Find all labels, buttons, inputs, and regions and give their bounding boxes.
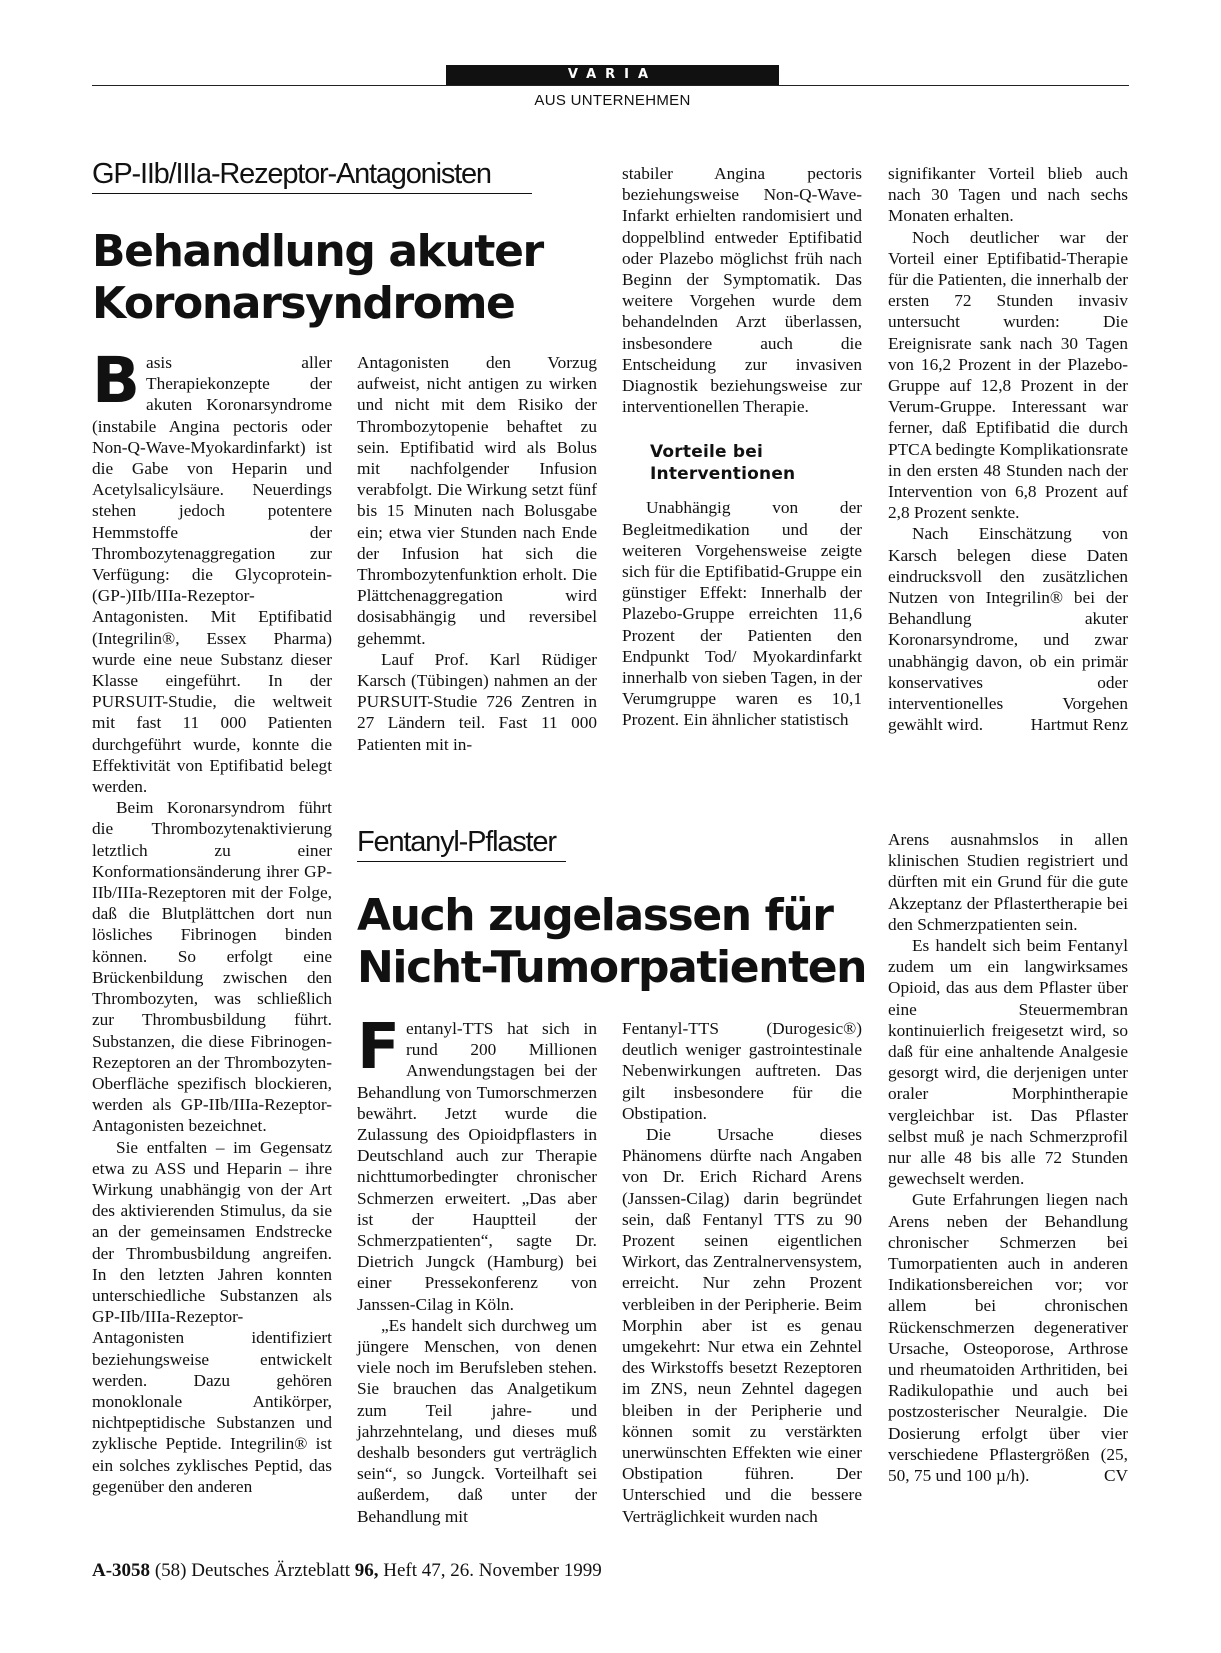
article1-paragraph: Sie entfalten – im Gegensatz etwa zu ASS und Heparin – ihre Wirkung unabhängig von der Art des aktivierenden Stimulus, da sie an der gemeinsamen Endstrecke der Thrombusbildung angreifen. In den letzten Jahren konnten unterschiedliche Substanzen als GP-IIb/IIIa-Rezeptor-Antagonisten identifiziert beziehungsweise entwickelt werden. Dazu gehören monoklonale Antikörper, nichtpeptidische Substanzen und zyklische Peptide. Integrilin® ist ein solches zyklisches Peptid, das gegenüber den anderen bbox=[92, 1137, 332, 1496]
article1-column-2 bbox=[357, 352, 597, 755]
article1-headline bbox=[92, 226, 543, 330]
article1-paragraph bbox=[888, 523, 1128, 735]
section-label: AUS UNTERNEHMEN bbox=[534, 92, 691, 109]
article2-author-signature: CV bbox=[1103, 1466, 1128, 1486]
article2-kicker-rule bbox=[357, 861, 566, 862]
article2-headline-line1: Auch zugelassen für bbox=[357, 890, 833, 941]
article1-headline-line1: Behandlung akuter bbox=[92, 226, 543, 277]
article2-headline bbox=[357, 890, 866, 994]
article2-kicker-block bbox=[357, 825, 566, 862]
article1-author-signature: Hartmut Renz bbox=[1030, 715, 1128, 735]
article2-paragraph: „Es handelt sich durchweg um jüngere Menschen, von denen viele noch im Berufsleben stehen. Sie brauchen das Analgetikum zum Teil jahre- und jahrzehntelang, und dieses muß deshalb besonders gut verträglich sein“, so Jungck. Vorteilhaft sei außerdem, daß unter der Behandlung mit bbox=[357, 1315, 597, 1526]
article2-kicker: Fentanyl-Pflaster bbox=[357, 826, 556, 858]
article2-paragraph: Fentanyl-TTS (Durogesic®) deutlich weniger gastrointestinale Nebenwirkungen auftreten. Das gilt insbesondere für die Obstipation. bbox=[622, 1019, 862, 1123]
article1-kicker-block bbox=[92, 157, 532, 194]
issue-date: Heft 47, 26. November 1999 bbox=[383, 1560, 602, 1581]
article1-paragraph: stabiler Angina pectoris beziehungsweise Non-Q-Wave-Infarkt erhielten randomisiert und doppelblind entweder Eptifibatid oder Plazebo möglichst früh nach Beginn der Symptomatik. Das weitere Vorgehen wurde dem behandelnden Arzt überlassen, insbesondere auch die Entscheidung zur invasiven Diagnostik beziehungsweise zur interventionellen Therapie. bbox=[622, 164, 862, 417]
article1-subhead-line2: Interventionen bbox=[650, 464, 796, 485]
article1-paragraph: Antagonisten den Vorzug aufweist, nicht antigen zu wirken und nicht mit dem Risiko der Thrombozytopenie behaftet zu sein. Eptifibatid wird als Bolus mit nachfolgender Infusion verabfolgt. Die Wirkung setzt fünf bis 15 Minuten nach Bolusgabe ein; etwa vier Stunden nach Ende der Infusion hat sich die Thrombozytenfunktion erholt. Die Plättchenaggregation wird dosisabhängig und reversibel gehemmt. bbox=[357, 353, 597, 648]
article1-paragraph: Noch deutlicher war der Vorteil einer Eptifibatid-Therapie für die Patienten, die innerhalb der ersten 72 Stunden invasiv untersucht wurden: Die Ereignisrate sank nach 30 Tagen von 16,2 Prozent in der Plazebo-Gruppe auf 12,8 Prozent in der Verum-Gruppe. Interessant war ferner, daß Eptifibatid die durch PTCA bedingte Komplikationsrate in den ersten 48 Stunden nach der Intervention von 6,8 Prozent auf 2,8 Prozent senkte. bbox=[888, 227, 1128, 523]
article2-text: entanyl-TTS hat sich in rund 200 Millionen Anwendungstagen bei der Behandlung von Tumorschmerzen bewährt. Jetzt wurde die Zulassung des Opioidpflasters in Deutschland auch zur Therapie nichttumorbedingter chronischer Schmerzen erweitert. „Das aber ist der Hauptteil der Schmerzpatienten“, sagte Dr. Dietrich Jungck (Hamburg) bei einer Pressekonferenz von Janssen-Cilag in Köln. bbox=[357, 1019, 597, 1314]
article1-kicker-rule bbox=[92, 193, 532, 194]
article2-dropcap: F bbox=[357, 1010, 401, 1083]
article2-text: Gute Erfahrungen liegen nach Arens neben der Behandlung chronischer Schmerzen bei Tumorpatienten auch in anderen Indikationsbereichen vor; vor allem bei chronischen Rückenschmerzen degenerativer Ursache, Osteoporose, Arthrose und rheumatoiden Arthritiden, bei Radikulopathie und auch bei postzosterischer Neuralgie. Die Dosierung erfolgt über vier verschiedene Pflastergrößen (25, 50, 75 und 100 µ/h). bbox=[888, 1190, 1128, 1486]
article1-paragraph: Unabhängig von der Begleitmedikation und der weiteren Vorgehensweise zeigte sich für die Eptifibatid-Gruppe ein günstiger Effekt: Innerhalb der Plazebo-Gruppe erreichten 11,6 Prozent der Patienten den Endpunkt Tod/ Myokardinfarkt innerhalb von sieben Tagen, in der Verumgruppe waren es 10,1 Prozent. Ein ähnlicher statistisch bbox=[622, 498, 862, 730]
article1-paragraph: Lauf Prof. Karl Rüdiger Karsch (Tübingen) nahmen an der PURSUIT-Studie 726 Zentren in 27 Ländern teil. Fast 11 000 Patienten mit in- bbox=[357, 649, 597, 754]
journal-name: (58) Deutsches Ärzteblatt bbox=[154, 1560, 351, 1581]
article2-headline-line2: Nicht-Tumorpatienten bbox=[357, 942, 867, 993]
article2-paragraph: Arens ausnahmslos in allen klinischen Studien registriert und dürften mit ein Grund für die gute Akzeptanz der Pflastertherapie bei den Schmerzpatienten sein. bbox=[888, 830, 1128, 934]
article2-column-4 bbox=[888, 829, 1128, 1486]
article1-paragraph bbox=[92, 344, 332, 797]
article1-kicker: GP-IIb/IIIa-Rezeptor-Antagonisten bbox=[92, 158, 491, 190]
article1-headline-line2: Koronarsyndrome bbox=[92, 278, 515, 329]
page-number: A-3058 bbox=[92, 1560, 151, 1581]
article1-subhead bbox=[650, 441, 862, 485]
article1-column-1 bbox=[92, 344, 332, 1497]
article1-column-4 bbox=[888, 163, 1128, 735]
page-footer bbox=[92, 1560, 602, 1582]
article1-paragraph: signifikanter Vorteil blieb auch nach 30 Tagen und nach sechs Monaten erhalten. bbox=[888, 164, 1128, 226]
article2-paragraph bbox=[888, 1189, 1128, 1486]
header-rule bbox=[92, 85, 1129, 86]
article1-column-3 bbox=[622, 163, 862, 731]
department-band: VARIA bbox=[446, 65, 779, 85]
article1-paragraph: Beim Koronarsyndrom führt die Thrombozytenaktivierung letztlich zu einer Konformationsänderung ihrer GP-IIb/IIIa-Rezeptoren mit der Folge, daß die Blutplättchen dort nun lösliches Fibrinogen binden können. So erfolgt eine Brückenbildung zwischen den Thrombozyten, was schließlich zur Thrombusbildung führt. Substanzen, die diese Fibrinogen-Rezeptoren an der Thrombozyten-Oberfläche spezifisch blockieren, werden als GP-IIb/IIIa-Rezeptor-Antagonisten bezeichnet. bbox=[92, 798, 332, 1136]
article2-paragraph: Es handelt sich beim Fentanyl zudem um ein langwirksames Opioid, das aus dem Pflaster über eine Steuermembran kontinuierlich freigesetzt wird, so daß für eine anhaltende Analgesie gesorgt wird, die derjenigen unter oraler Morphintherapie vergleichbar ist. Das Pflaster selbst muß je nach Schmerzprofil nur alle 48 bis alle 72 Stunden gewechselt werden. bbox=[888, 936, 1128, 1189]
article2-paragraph: Die Ursache dieses Phänomens dürfte nach Angaben von Dr. Erich Richard Arens (Janssen-Cilag) darin begründet sein, daß Fentanyl TTS zu 90 Prozent seinen eigentlichen Wirkort, das Zentralnervensystem, erreicht. Nur zehn Prozent verbleiben in der Peripherie. Beim Morphin aber ist es genau umgekehrt: Nur etwa ein Zehntel des Wirkstoffs besetzt Rezeptoren im ZNS, neun Zehntel dagegen bleiben in der Peripherie und können somit zu verstärkten unerwünschten Effekten wie einer Obstipation führen. Der Unterschied und die bessere Verträglichkeit wurden nach bbox=[622, 1125, 862, 1526]
article2-paragraph bbox=[357, 1010, 597, 1315]
article1-dropcap: B bbox=[92, 344, 141, 417]
article1-subhead-line1: Vorteile bei bbox=[650, 442, 763, 463]
article2-column-2 bbox=[357, 1010, 597, 1527]
article2-column-3 bbox=[622, 1018, 862, 1527]
article1-text: Nach Einschätzung von Karsch belegen diese Daten eindrucksvoll den zusätzlichen Nutzen von Integrilin® bei der Behandlung akuter Koronarsyndrome, und zwar unabhängig davon, ob ein primär konservatives oder interventionelles Vorgehen gewählt wird. bbox=[888, 524, 1128, 735]
article1-text: asis aller Therapiekonzepte der akuten Koronarsyndrome (instabile Angina pectoris oder Non-Q-Wave-Myokardinfarkt) ist die Gabe von Heparin und Acetylsalicylsäure. Neuerdings stehen jedoch potentere Hemmstoffe der Thrombozytenaggregation zur Verfügung: die Glycoprotein-(GP-)IIb/IIIa-Rezeptor-Antagonisten. Mit Eptifibatid (Integrilin®, Essex Pharma) wurde eine neue Substanz dieser Klasse eingeführt. In der PURSUIT-Studie, die weltweit mit fast 11 000 Patienten durchgeführt wurde, konnte die Effektivität von Eptifibatid belegt werden. bbox=[92, 353, 332, 797]
journal-volume: 96, bbox=[354, 1560, 379, 1581]
